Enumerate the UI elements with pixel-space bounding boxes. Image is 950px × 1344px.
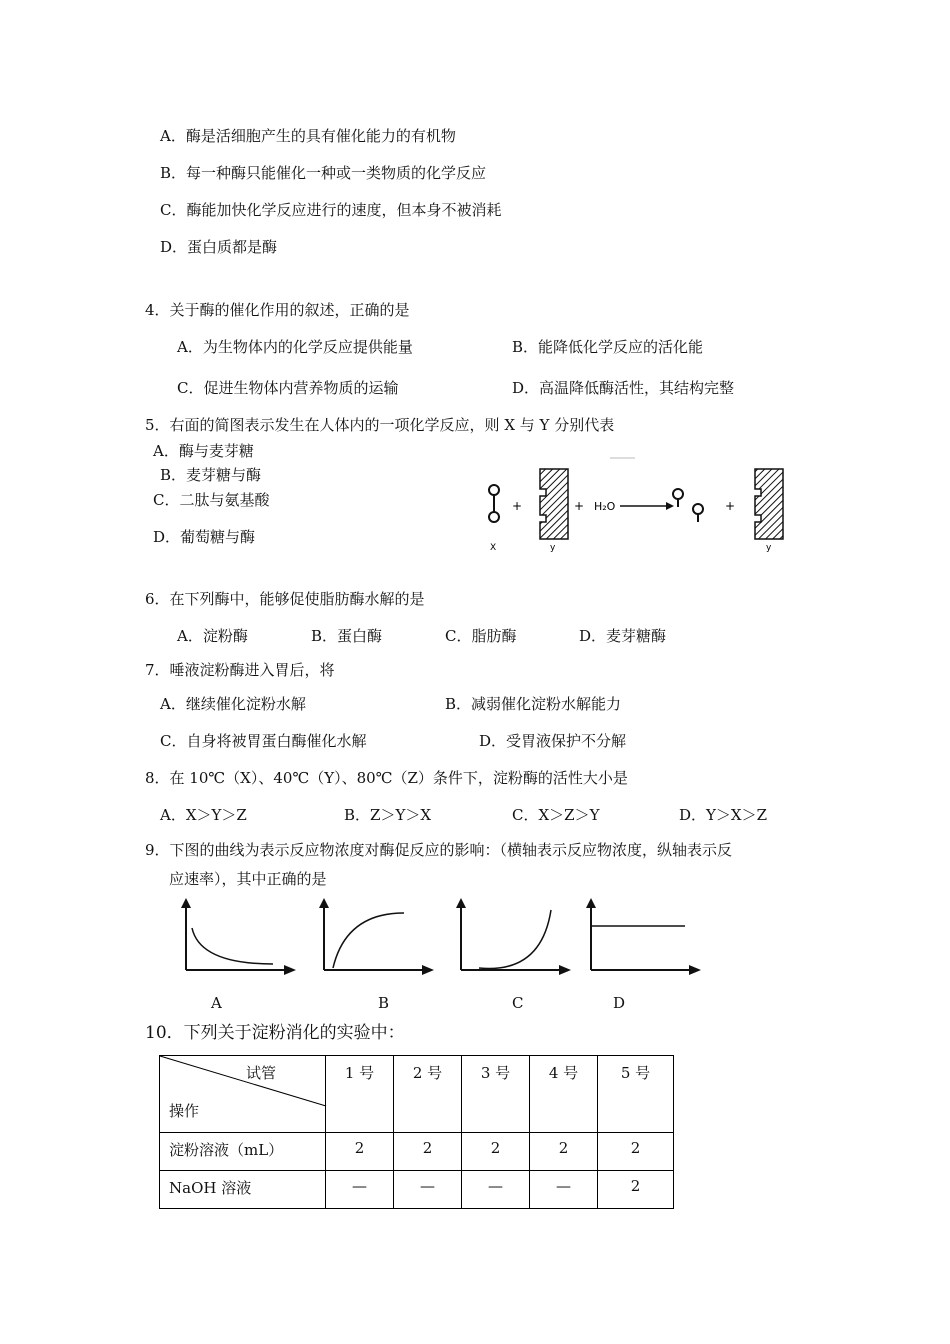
table-cell: — [462, 1171, 530, 1209]
enzyme-y-block-after [755, 469, 783, 539]
column-header: 1 号 [326, 1056, 394, 1133]
q7-option-b: B．减弱催化淀粉水解能力 [445, 695, 622, 713]
q8-option-c: C．X＞Z＞Y [512, 806, 600, 824]
q5-reaction-diagram [470, 452, 800, 562]
q5-stem: 5．右面的简图表示发生在人体内的一项化学反应，则 X 与 Y 分别代表 [145, 416, 615, 434]
column-header: 4 号 [530, 1056, 598, 1133]
q4-stem: 4．关于酶的催化作用的叙述，正确的是 [145, 301, 410, 319]
plus-sign-3: + [725, 499, 736, 513]
label-y: y [550, 543, 556, 553]
q10-experiment-table [159, 1055, 674, 1209]
q8-option-d: D．Y＞X＞Z [679, 806, 768, 824]
q8-stem: 8．在 10℃（X）、40℃（Y）、80℃（Z）条件下，淀粉酶的活性大小是 [145, 769, 628, 787]
row-label: NaOH 溶液 [160, 1171, 326, 1209]
table-cell: — [326, 1171, 394, 1209]
q9-stem-line1: 9．下图的曲线为表示反应物浓度对酶促反应的影响：（横轴表示反应物浓度，纵轴表示反 [145, 841, 733, 859]
table-cell: 2 [462, 1133, 530, 1171]
q6-option-c: C．脂肪酶 [445, 627, 517, 645]
q5-option-a: A．酶与麦芽糖 [153, 442, 254, 460]
q6-option-d: D．麦芽糖酶 [579, 627, 667, 645]
q6-option-a: A．淀粉酶 [177, 627, 248, 645]
table-corner-cell [160, 1056, 326, 1133]
q7-stem: 7．唾液淀粉酶进入胃后，将 [145, 661, 335, 679]
corner-label-tube: 试管 [246, 1064, 277, 1082]
q9-graph-c [453, 898, 573, 978]
label-x: X [490, 543, 497, 553]
table-cell: 2 [394, 1133, 462, 1171]
q7-option-d: D．受胃液保护不分解 [479, 732, 627, 750]
water-label: H₂O [594, 500, 616, 513]
q8-option-a: A．X＞Y＞Z [160, 806, 247, 824]
table-cell: 2 [530, 1133, 598, 1171]
table-row [160, 1133, 674, 1171]
q3-option-b: B．每一种酶只能催化一种或一类物质的化学反应 [160, 164, 487, 182]
q9-graph-label-b: B [378, 994, 390, 1012]
plus-sign-1: + [512, 499, 523, 513]
q4-option-d: D．高温降低酶活性，其结构完整 [512, 379, 735, 397]
q9-graph-label-c: C [512, 994, 524, 1012]
table-row [160, 1171, 674, 1209]
q3-option-a: A．酶是活细胞产生的具有催化能力的有机物 [160, 127, 456, 145]
table-header-row [160, 1056, 674, 1133]
column-header: 2 号 [394, 1056, 462, 1133]
q6-stem: 6．在下列酶中，能够促使脂肪酶水解的是 [145, 590, 425, 608]
table-cell: 2 [326, 1133, 394, 1171]
q9-graph-label-a: A [211, 994, 222, 1012]
q7-option-c: C．自身将被胃蛋白酶催化水解 [160, 732, 367, 750]
q5-option-b: B．麦芽糖与酶 [160, 466, 262, 484]
q9-graph-label-d: D [613, 994, 626, 1012]
column-header: 5 号 [598, 1056, 674, 1133]
q4-option-c: C．促进生物体内营养物质的运输 [177, 379, 399, 397]
q9-graph-a [178, 898, 298, 978]
q3-option-c: C．酶能加快化学反应进行的速度，但本身不被消耗 [160, 201, 502, 219]
q8-option-b: B．Z＞Y＞X [344, 806, 432, 824]
column-header: 3 号 [462, 1056, 530, 1133]
q6-option-b: B．蛋白酶 [311, 627, 383, 645]
q9-stem-line2: 应速率），其中正确的是 [169, 870, 327, 888]
q4-option-b: B．能降低化学反应的活化能 [512, 338, 704, 356]
q9-graph-d [583, 898, 703, 978]
substrate-x-molecule [489, 485, 499, 522]
label-y-after: y [766, 543, 772, 553]
product-molecules [673, 489, 703, 522]
q7-option-a: A．继续催化淀粉水解 [160, 695, 306, 713]
corner-diagonal-line [160, 1056, 326, 1133]
table-cell: — [394, 1171, 462, 1209]
q5-option-d: D．葡萄糖与酶 [153, 528, 256, 546]
row-label: 淀粉溶液（mL） [160, 1133, 326, 1171]
q10-stem: 10．下列关于淀粉消化的实验中： [145, 1023, 405, 1043]
corner-label-operation: 操作 [169, 1102, 200, 1120]
q9-graph-b [316, 898, 436, 978]
table-cell: 2 [598, 1133, 674, 1171]
enzyme-y-block [540, 469, 568, 539]
table-cell: 2 [598, 1171, 674, 1209]
reaction-arrow [620, 502, 674, 510]
table-cell: — [530, 1171, 598, 1209]
plus-sign-2: + [574, 499, 585, 513]
q5-option-c: C．二肽与氨基酸 [153, 491, 270, 509]
q3-option-d: D．蛋白质都是酶 [160, 238, 278, 256]
q4-option-a: A．为生物体内的化学反应提供能量 [177, 338, 413, 356]
